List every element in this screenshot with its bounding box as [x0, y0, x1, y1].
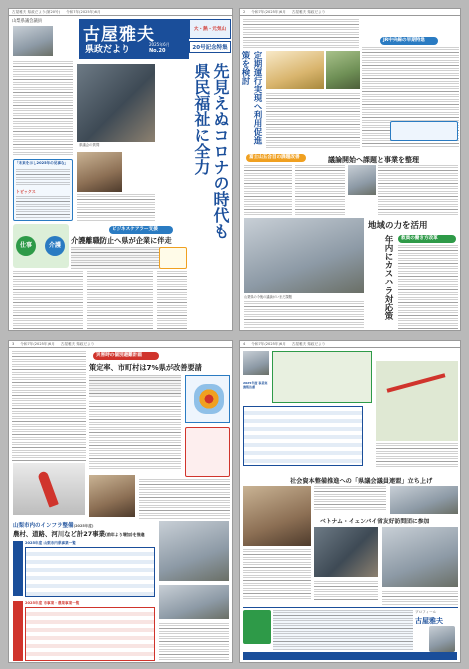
photo-caption-1: 県議会の質問 — [79, 143, 100, 147]
footer-name: 古屋雅夫 — [415, 617, 443, 625]
page-header-strip-4: 4 令和7年(2025年)6月 古屋雅夫 県政だより — [240, 341, 460, 348]
p4-body-2 — [243, 549, 311, 599]
masthead-subtitle: 県政だより — [85, 45, 131, 55]
train-photo — [326, 51, 360, 89]
sub-section-label: 富士山五合目の課題改善 — [246, 154, 306, 162]
infra-table-2 — [25, 607, 155, 661]
infra-table-1 — [25, 547, 155, 597]
p4-photo-2 — [390, 486, 458, 514]
page-header-strip-3: 3 令和7年(2025年)6月 古屋雅夫 県政だより — [9, 341, 232, 348]
footer-bar — [243, 652, 457, 660]
infra-headline-text: 農村、道路、河川など計27事業 — [13, 530, 105, 538]
p4-body-4 — [382, 591, 458, 605]
headline-vertical-2: 定期運行実現へ利用促進策を検討 — [240, 51, 262, 145]
p3-photo-3 — [159, 585, 229, 619]
meeting-photo — [77, 152, 122, 192]
p4-vietnam-photo — [314, 527, 378, 577]
p3-left-text — [12, 351, 86, 461]
profile-text — [273, 610, 413, 650]
p3-photo-1 — [89, 475, 135, 517]
table-side-label — [13, 541, 23, 596]
section-label-3: 災害時の個別避難計画 — [93, 352, 159, 360]
portrait-photo — [13, 26, 53, 56]
p4-group-photo — [243, 486, 311, 546]
p2-bottom-text — [244, 301, 364, 329]
top-text — [243, 19, 359, 49]
p3-lead — [89, 375, 181, 397]
page-3 — [8, 340, 233, 663]
masthead-badge: 20号記念特集 — [189, 41, 231, 53]
body-col-2 — [87, 271, 153, 329]
headline-3: 策定率、市町村は7%県が改善要請 — [89, 363, 202, 372]
work-circle: 仕事 — [16, 236, 36, 256]
p4-photo-top — [243, 351, 269, 375]
sub-headline-4: ベトナム・イェンバイ省友好訪問団に参加 — [320, 519, 430, 525]
section-label: ビジネスケアラー支援 — [109, 226, 173, 234]
p2-fuji-text-2 — [295, 165, 345, 215]
side-box-title: 「未来を示し2025年の見事な」 — [15, 161, 69, 165]
masthead — [79, 19, 189, 59]
masthead-no: No.20 — [149, 48, 166, 54]
p2-fuji-text-3 — [378, 165, 458, 215]
p4-body-3 — [314, 581, 378, 601]
page-number-3: 3 — [12, 342, 15, 346]
p3-meeting-photo — [159, 521, 229, 581]
photo-caption-p2: 山梨県の今後の議論がいまだ課題 — [244, 295, 292, 299]
p4-table — [243, 406, 363, 466]
body-col-3 — [157, 271, 187, 329]
profile-footer — [243, 607, 458, 661]
region-title: 地域の力を活用 — [368, 221, 428, 231]
section-headline: 介護離職防止へ県が企業に伴走 — [71, 236, 172, 245]
p3-body — [89, 401, 181, 471]
care-circle: 介護 — [45, 236, 65, 256]
vertical-text-2: 年内にカスハラ対応策 — [383, 235, 393, 320]
map-figure — [185, 375, 230, 423]
infra-headline — [13, 529, 153, 538]
masthead-issue: 2025年6月 — [149, 42, 170, 47]
region-section: 救員の働き方改革 — [398, 235, 456, 243]
infra-label-text: 山梨市内のインフラ整備 — [13, 523, 74, 529]
sub-headline: 議論開始へ課題と事業を整理 — [328, 156, 419, 164]
rocket-illustration — [13, 463, 85, 515]
intro-text — [13, 61, 73, 156]
header-org: 山梨県議会議員 — [12, 19, 43, 24]
p4-body-1 — [314, 486, 386, 510]
page-4 — [239, 340, 461, 663]
p4-vietnam-photo-2 — [382, 527, 458, 587]
fuji-photo — [244, 218, 364, 293]
p4-top-right-text — [376, 443, 458, 467]
page-2 — [239, 8, 461, 331]
train-poster — [266, 51, 324, 89]
p2-body-1 — [266, 93, 360, 149]
page-number-4: 4 — [243, 342, 246, 346]
fuji-photo-small — [348, 165, 376, 195]
table-title-1: 2025年度 山梨市内県事業一覧 — [25, 541, 76, 545]
topics-label: トピックス — [16, 189, 36, 194]
page-header-strip-2: 2 令和7年(2025年)6月 古屋雅夫 県政だより — [240, 9, 460, 16]
p3-side-box — [185, 427, 230, 477]
side-note-box — [159, 247, 187, 269]
masthead-tagline: 大・熱・元気山 — [189, 19, 231, 39]
side-box — [13, 159, 73, 221]
section-label-2: JR中央線の早期特急 — [380, 37, 438, 45]
p2-work-reform-text — [398, 245, 458, 329]
infra-headline-text-2: (前年より増加)を推進 — [104, 532, 145, 537]
mid-text — [77, 194, 155, 222]
body-col-1 — [13, 271, 83, 329]
profile-label: プロフィール — [415, 610, 437, 614]
profile-badge — [243, 610, 271, 644]
table-title-4: 2025年度 事業実施報告書 — [243, 381, 268, 389]
page-header-strip: 古屋雅夫 県政だより(第20号) 令和7年(2025年)6月 — [9, 9, 232, 16]
speech-photo — [77, 64, 155, 142]
lead-text — [71, 247, 171, 269]
p3-body-3 — [159, 623, 229, 661]
profile-photo — [429, 626, 455, 652]
page-number: 2 — [243, 10, 246, 14]
work-care-illustration — [13, 224, 69, 268]
masthead-name: 古屋雅夫 — [83, 25, 155, 45]
table-title-2: 2025年度 市事業・農業事業一覧 — [25, 601, 80, 605]
p4-aerial-map — [376, 361, 458, 441]
highlight-box — [390, 121, 458, 141]
p3-body-2 — [139, 479, 230, 519]
infra-sub: (2025年度) — [73, 524, 94, 528]
p2-fuji-text-1 — [244, 165, 292, 215]
infra-label — [13, 521, 93, 529]
p4-map — [272, 351, 372, 403]
headline-4: 社会資本整備推進への「県議会議員連盟」立ち上げ — [290, 478, 433, 485]
page-1 — [8, 8, 233, 331]
table-side-label-2 — [13, 601, 23, 661]
headline-vertical: 先見えぬコロナの時代も県民福祉に全力 — [191, 63, 230, 239]
